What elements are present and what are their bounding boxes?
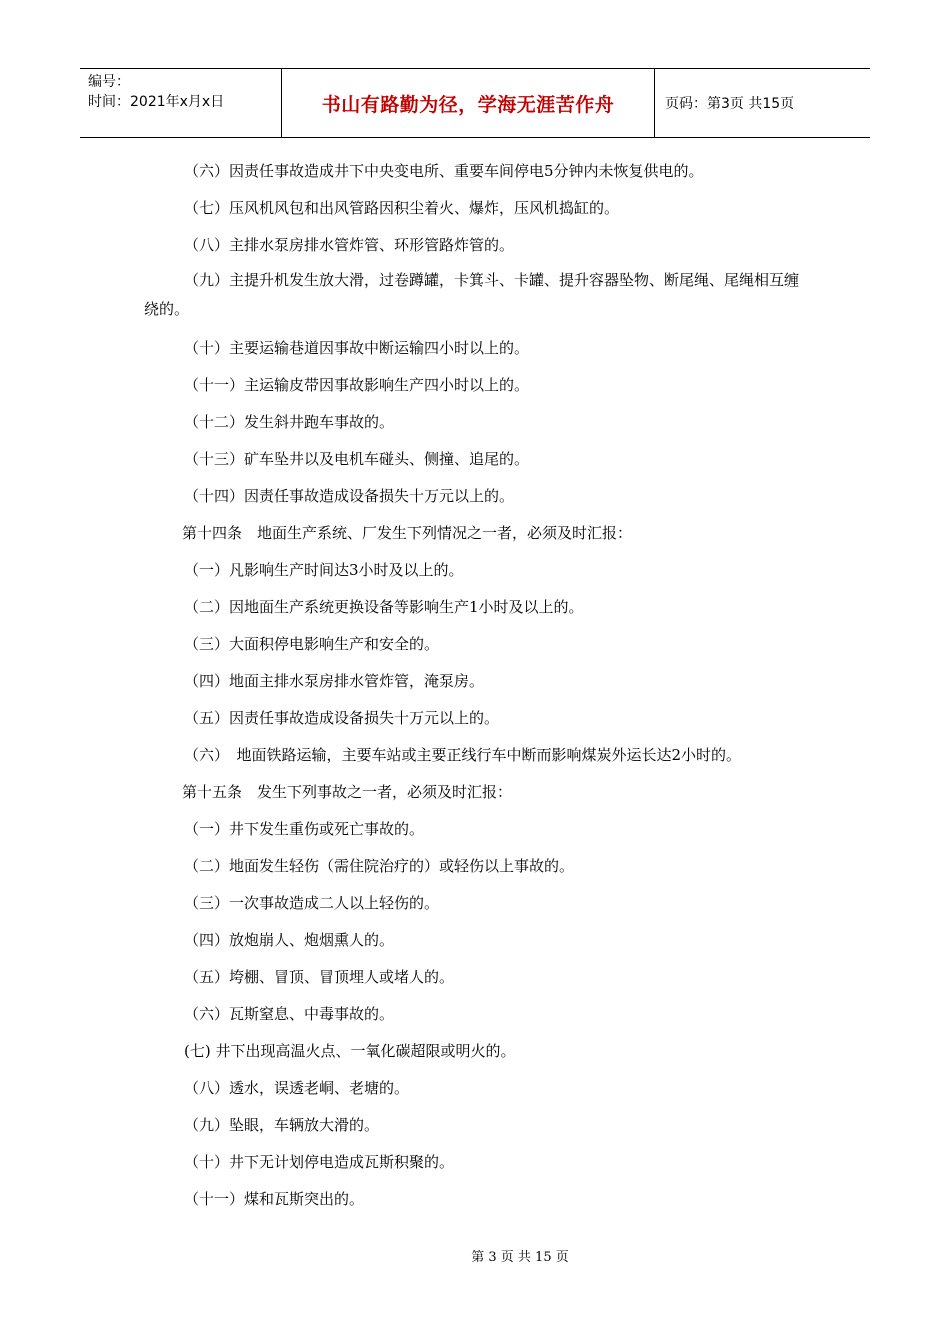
header-motto: 书山有路勤为径，学海无涯苦作舟 [282, 69, 655, 137]
paragraph: （二）地面发生轻伤（需住院治疗的）或轻伤以上事故的。 [184, 857, 575, 875]
paragraph: （十四）因责任事故造成设备损失十万元以上的。 [184, 487, 515, 505]
paragraph: （十二）发生斜井跑车事故的。 [184, 413, 395, 431]
paragraph: （二）因地面生产系统更换设备等影响生产1小时及以上的。 [184, 598, 584, 616]
article-heading: 第十五条 发生下列事故之一者，必须及时汇报： [182, 783, 513, 801]
paragraph: （五）因责任事故造成设备损失十万元以上的。 [184, 709, 500, 727]
paragraph: （四）地面主排水泵房排水管炸管，淹泵房。 [184, 672, 485, 690]
time-label: 时间：2021年x月x日 [88, 94, 225, 110]
number-label: 编号： [88, 74, 130, 90]
paragraph: （一）凡影响生产时间达3小时及以上的。 [184, 561, 464, 579]
document-header [80, 68, 870, 138]
paragraph: （六） 地面铁路运输，主要车站或主要正线行车中断而影响煤炭外运长达2小时的。 [184, 746, 742, 764]
paragraph: （十三）矿车坠井以及电机车碰头、侧撞、追尾的。 [184, 450, 530, 468]
header-meta [80, 69, 282, 137]
paragraph: （九）坠眼，车辆放大滑的。 [184, 1116, 380, 1134]
paragraph: （十）井下无计划停电造成瓦斯积聚的。 [184, 1153, 455, 1171]
paragraph: （三）一次事故造成二人以上轻伤的。 [184, 894, 440, 912]
paragraph: （三）大面积停电影响生产和安全的。 [184, 635, 440, 653]
paragraph: （四）放炮崩人、炮烟熏人的。 [184, 931, 395, 949]
paragraph: （八）主排水泵房排水管炸管、环形管路炸管的。 [184, 236, 515, 254]
page-footer: 第 3 页 共 15 页 [471, 1250, 569, 1265]
header-page-label: 页码：第3页 共15页 [665, 96, 795, 112]
paragraph: （十一）煤和瓦斯突出的。 [184, 1190, 365, 1208]
paragraph: （六）瓦斯窒息、中毒事故的。 [184, 1005, 395, 1023]
paragraph: （七）压风机风包和出风管路因积尘着火、爆炸，压风机捣缸的。 [184, 199, 620, 217]
paragraph: （十一）主运输皮带因事故影响生产四小时以上的。 [184, 376, 530, 394]
paragraph: （九）主提升机发生放大滑，过卷蹲罐，卡箕斗、卡罐、提升容器坠物、断尾绳、尾绳相互缠绕的。 [144, 271, 800, 318]
article-heading: 第十四条 地面生产系统、厂发生下列情况之一者，必须及时汇报： [182, 524, 633, 542]
paragraph: （十）主要运输巷道因事故中断运输四小时以上的。 [184, 339, 530, 357]
paragraph: （六）因责任事故造成井下中央变电所、重要车间停电5分钟内未恢复供电的。 [184, 162, 704, 180]
paragraph: （八）透水，误透老峒、老塘的。 [184, 1079, 410, 1097]
paragraph: (七) 井下出现高温火点、一氧化碳超限或明火的。 [184, 1042, 516, 1060]
paragraph: （五）垮棚、冒顶、冒顶埋人或堵人的。 [184, 968, 455, 986]
paragraph: （一）井下发生重伤或死亡事故的。 [184, 820, 425, 838]
document-body [144, 155, 810, 1220]
